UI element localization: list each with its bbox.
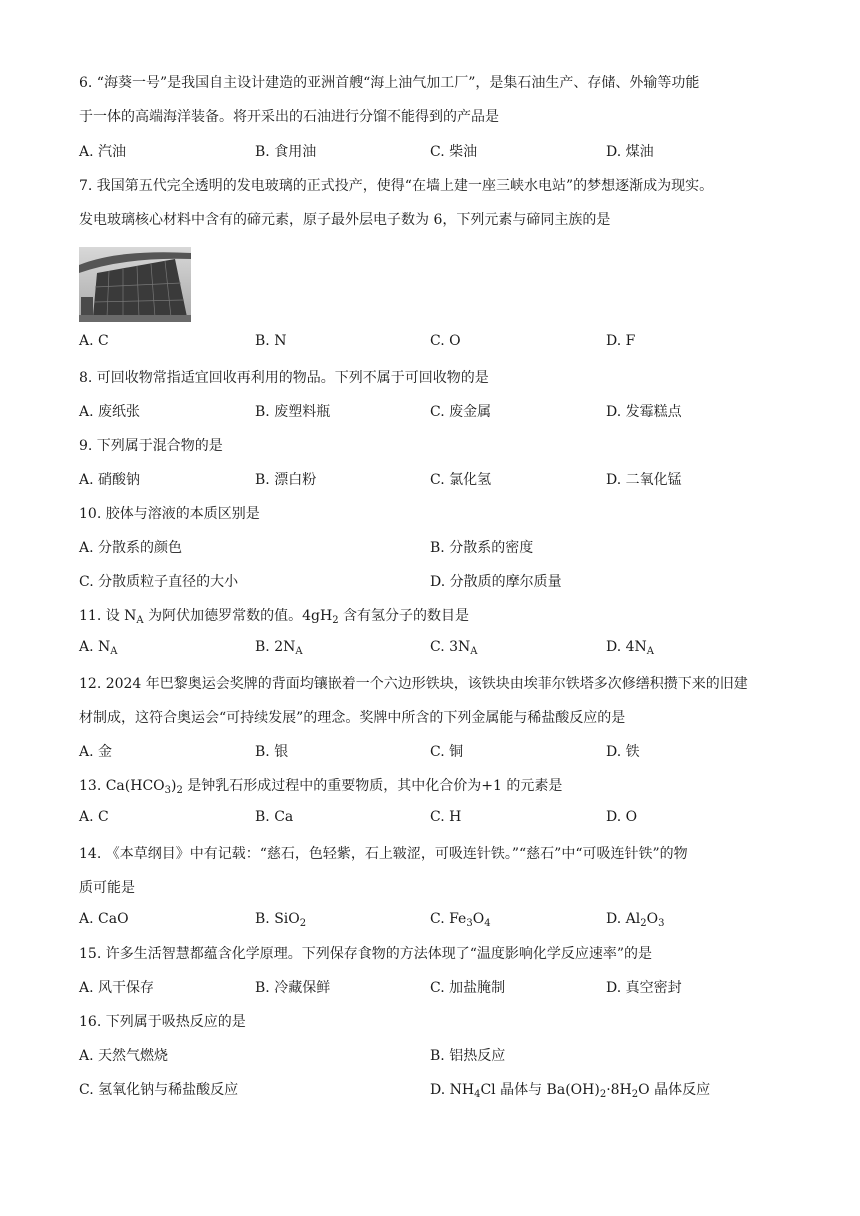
- q10-option-d: D. 分散质的摩尔质量: [430, 574, 562, 590]
- q14-option-a-text: A. CaO: [79, 911, 129, 927]
- q6-option-b: B. 食用油: [255, 144, 317, 160]
- q12-option-b: B. 银: [255, 744, 289, 760]
- q13-text-post: 是钟乳石形成过程中的重要物质，其中化合价为+1 的元素是: [182, 778, 563, 794]
- q12-option-d: D. 铁: [606, 744, 640, 760]
- q8-option-c: C. 废金属: [430, 404, 492, 420]
- q15-option-b: B. 冷藏保鲜: [255, 980, 331, 996]
- q13-option-b: B. Ca: [255, 809, 294, 825]
- q16-option-a: A. 天然气燃烧: [79, 1048, 169, 1064]
- q14-option-c-text2: O: [472, 911, 485, 927]
- q16-line1: 16. 下列属于吸热反应的是: [79, 1014, 246, 1030]
- q11-line1: [79, 605, 469, 625]
- q16-option-d: [430, 1079, 710, 1099]
- q13-text-mid: ): [171, 778, 177, 794]
- q14-option-c: [430, 911, 491, 927]
- q7-line2: 发电玻璃核心材料中含有的碲元素，原子最外层电子数为 6，下列元素与碲同主族的是: [79, 212, 611, 228]
- q14-option-d-sub1: 2: [640, 918, 647, 929]
- q12-line2: 材制成，这符合奥运会“可持续发展”的理念。奖牌中所含的下列金属能与稀盐酸反应的是: [79, 710, 626, 726]
- q16-option-d-sub1: 4: [474, 1089, 481, 1100]
- q13-text-pre: 13. Ca(HCO: [79, 778, 165, 794]
- q6-option-c: C. 柴油: [430, 144, 478, 160]
- q6-option-a: A. 汽油: [79, 144, 127, 160]
- q11-option-c-text: C. 3N: [430, 639, 471, 655]
- q15-option-d: D. 真空密封: [606, 980, 682, 996]
- q7-option-b: B. N: [255, 333, 287, 349]
- q11-sub-2: 2: [332, 615, 339, 626]
- q11-option-b-sub: A: [295, 646, 303, 657]
- q16-option-d-sub3: 2: [631, 1089, 639, 1100]
- q15-line1: 15. 许多生活智慧都蕴含化学原理。下列保存食物的方法体现了“温度影响化学反应速率”的是: [79, 946, 653, 962]
- q8-option-a: A. 废纸张: [79, 404, 141, 420]
- q13-sub-3: 3: [164, 785, 172, 796]
- q14-option-b: [255, 911, 306, 927]
- q11-sub-a: A: [136, 615, 144, 626]
- q11-option-a-sub: A: [110, 646, 118, 657]
- q16-option-d-sub2: 2: [599, 1089, 607, 1100]
- q14-option-b-sub: 2: [299, 918, 307, 929]
- q11-text-pre: 11. 设 N: [79, 608, 137, 624]
- q11-option-d-sub: A: [646, 646, 655, 657]
- q10-option-a: A. 分散系的颜色: [79, 540, 183, 556]
- q16-option-d-text4: O 晶体反应: [638, 1082, 711, 1098]
- q16-option-d-text1: D. NH: [430, 1082, 475, 1098]
- q13-line1: [79, 775, 562, 795]
- q9-option-d: D. 二氧化锰: [606, 472, 682, 488]
- q14-option-c-text1: C. Fe: [430, 911, 467, 927]
- q14-option-d-text2: O: [646, 911, 659, 927]
- q14-option-b-text: B. SiO: [255, 911, 300, 927]
- q8-option-b: B. 废塑料瓶: [255, 404, 331, 420]
- q16-option-d-text3: ·8H: [606, 1082, 632, 1098]
- q9-line1: 9. 下列属于混合物的是: [79, 438, 223, 454]
- q7-option-d: D. F: [606, 333, 636, 349]
- q6-option-d: D. 煤油: [606, 144, 654, 160]
- q10-option-b: B. 分散系的密度: [430, 540, 534, 556]
- q14-line1: 14. 《本草纲目》中有记载：“慈石，色轻紫，石上皲涩，可吸连针铁。”“慈石”中“可吸连针铁”的物: [79, 846, 688, 862]
- q9-option-c: C. 氯化氢: [430, 472, 492, 488]
- q14-option-d-text1: D. Al: [606, 911, 641, 927]
- q6-line2: 于一体的高端海洋装备。将开采出的石油进行分馏不能得到的产品是: [79, 109, 499, 125]
- q11-option-a-text: A. N: [79, 639, 111, 655]
- q10-option-c: C. 分散质粒子直径的大小: [79, 574, 239, 590]
- q11-option-d: [606, 639, 654, 655]
- q13-option-a: A. C: [79, 809, 109, 825]
- q15-option-a: A. 风干保存: [79, 980, 155, 996]
- q13-sub-2: 2: [176, 785, 183, 796]
- q12-option-c: C. 铜: [430, 744, 464, 760]
- q7-line1: 7. 我国第五代完全透明的发电玻璃的正式投产，使得“在墙上建一座三峡水电站”的梦想逐渐成为现实。: [79, 178, 714, 194]
- q16-option-d-text2: Cl 晶体与 Ba(OH): [480, 1082, 600, 1098]
- q14-option-a: [79, 911, 129, 927]
- q9-option-b: B. 漂白粉: [255, 472, 317, 488]
- q14-option-c-sub1: 3: [466, 918, 473, 929]
- q14-line2: 质可能是: [79, 880, 135, 896]
- q15-option-c: C. 加盐腌制: [430, 980, 506, 996]
- q8-option-d: D. 发霉糕点: [606, 404, 682, 420]
- q7-option-c: C. O: [430, 333, 461, 349]
- q11-option-b-text: B. 2N: [255, 639, 296, 655]
- q16-option-c: C. 氢氧化钠与稀盐酸反应: [79, 1082, 239, 1098]
- q12-option-a: A. 金: [79, 744, 113, 760]
- q7-option-a: A. C: [79, 333, 109, 349]
- q8-line1: 8. 可回收物常指适宜回收再利用的物品。下列不属于可回收物的是: [79, 370, 489, 386]
- glass-building-photo: [79, 247, 191, 322]
- q14-option-c-sub2: 4: [484, 918, 491, 929]
- q14-option-d: [606, 911, 664, 927]
- q10-line1: 10. 胶体与溶液的本质区别是: [79, 506, 260, 522]
- q11-option-c: [430, 639, 478, 655]
- q11-option-b: [255, 639, 303, 655]
- q13-option-c: C. H: [430, 809, 462, 825]
- q12-line1: 12. 2024 年巴黎奥运会奖牌的背面均镶嵌着一个六边形铁块，该铁块由埃菲尔铁塔多次修缮积攒下来的旧建: [79, 676, 748, 692]
- q11-option-c-sub: A: [470, 646, 478, 657]
- q11-option-d-text: D. 4N: [606, 639, 647, 655]
- q14-option-d-sub2: 3: [658, 918, 665, 929]
- q9-option-a: A. 硝酸钠: [79, 472, 141, 488]
- q13-option-d: D. O: [606, 809, 638, 825]
- q16-option-b: B. 铝热反应: [430, 1048, 506, 1064]
- q11-text-post: 含有氢分子的数目是: [338, 608, 470, 624]
- q11-text-mid: 为阿伏加德罗常数的值。4gH: [143, 608, 333, 624]
- q6-line1: 6. “海葵一号”是我国自主设计建造的亚洲首艘“海上油气加工厂”，是集石油生产、存储、外输等功能: [79, 75, 700, 91]
- q11-option-a: [79, 639, 118, 655]
- glass-building-illustration: [79, 247, 191, 322]
